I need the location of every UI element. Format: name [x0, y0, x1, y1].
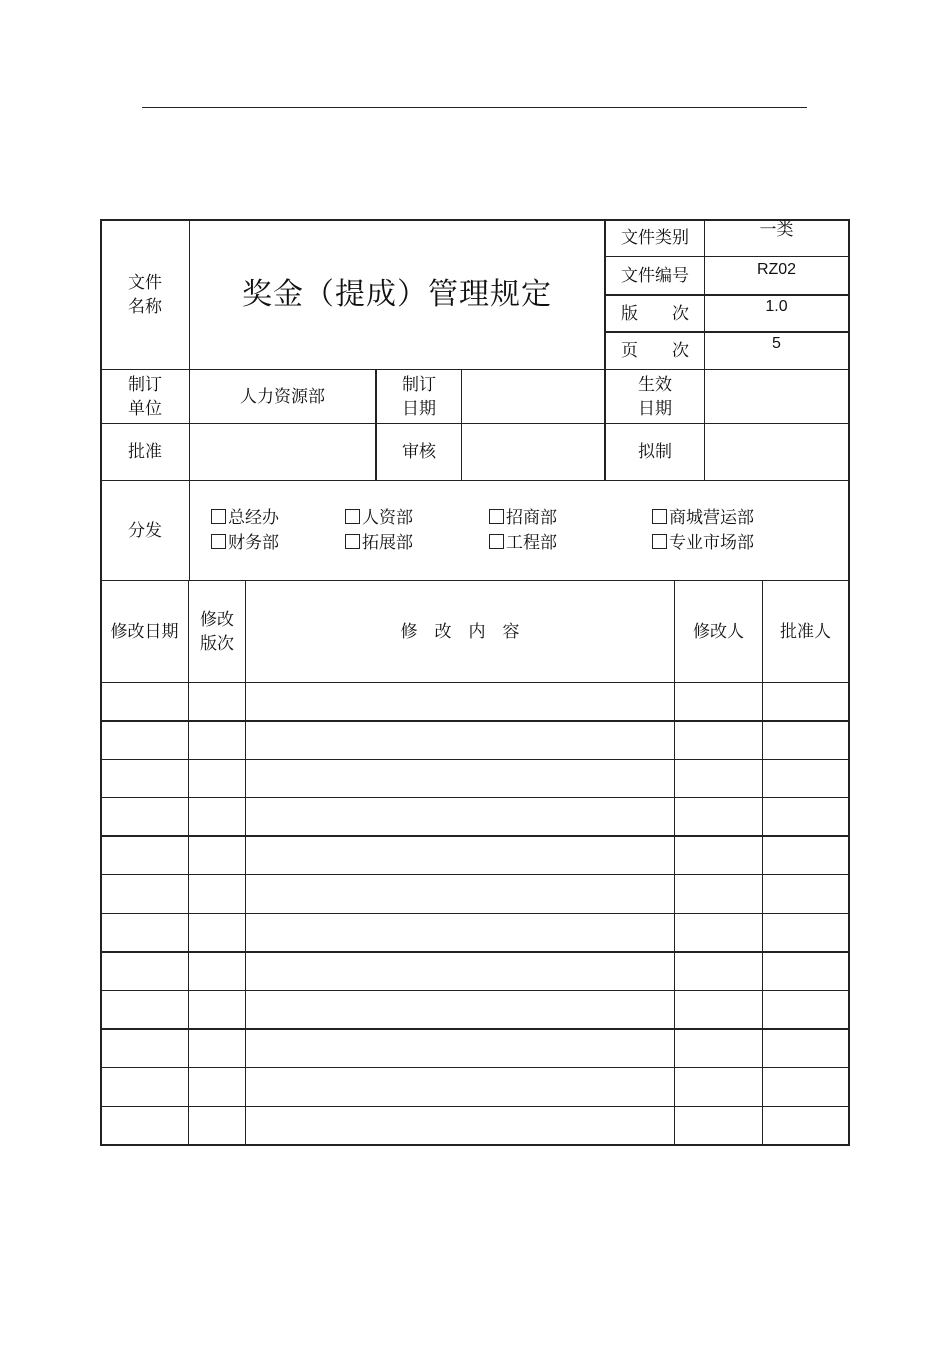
file-number-value: RZ02	[756, 261, 797, 278]
distribute-item-label: 人资部	[362, 508, 413, 528]
revision-cell[interactable]	[763, 836, 848, 874]
revision-cell[interactable]	[101, 683, 188, 720]
approve-value	[190, 424, 375, 480]
made-date-value	[462, 370, 604, 423]
checkbox-icon[interactable]	[489, 534, 504, 549]
revision-cell[interactable]	[189, 991, 245, 1028]
revision-cell[interactable]	[763, 1107, 848, 1144]
revision-cell[interactable]	[675, 798, 762, 835]
distribute-item-label: 财务部	[228, 533, 279, 553]
revision-cell[interactable]	[763, 991, 848, 1028]
revision-cell[interactable]	[763, 721, 848, 759]
distribute-item-label: 招商部	[506, 508, 557, 528]
revision-cell[interactable]	[246, 875, 674, 913]
checkbox-icon[interactable]	[345, 509, 360, 524]
draft-value	[705, 424, 848, 480]
revision-cell[interactable]	[675, 1068, 762, 1106]
checkbox-icon[interactable]	[652, 534, 667, 549]
effective-date-label: 生效 日期	[638, 374, 672, 419]
revision-cell[interactable]	[675, 991, 762, 1028]
file-number-label: 文件编号	[621, 265, 689, 286]
file-category-value: 一类	[759, 220, 794, 240]
frame-bottom	[100, 1144, 850, 1146]
revision-cell[interactable]	[675, 683, 762, 720]
revision-cell[interactable]	[763, 1068, 848, 1106]
revision-cell[interactable]	[101, 798, 188, 835]
revision-header-version: 修改 版次	[200, 609, 234, 654]
distribute-item[interactable]	[211, 531, 279, 555]
revision-header-editor: 修改人	[693, 621, 744, 642]
revision-cell[interactable]	[189, 875, 245, 913]
revision-cell[interactable]	[189, 721, 245, 759]
distribute-item[interactable]	[211, 506, 279, 530]
revision-cell[interactable]	[763, 760, 848, 797]
revision-cell[interactable]	[675, 1029, 762, 1067]
distribute-item[interactable]	[489, 506, 557, 530]
file-category-label: 文件类别	[621, 228, 689, 248]
revision-cell[interactable]	[675, 914, 762, 951]
distribute-item-label: 商城营运部	[669, 508, 754, 528]
revision-cell[interactable]	[101, 721, 188, 759]
revision-cell[interactable]	[101, 836, 188, 874]
revision-cell[interactable]	[101, 952, 188, 990]
revision-cell[interactable]	[101, 1068, 188, 1106]
distribute-item-label: 工程部	[506, 533, 557, 553]
org-label: 制订 单位	[128, 374, 162, 419]
revision-cell[interactable]	[189, 1068, 245, 1106]
revision-cell[interactable]	[101, 1107, 188, 1144]
page-count-label: 页 次	[621, 341, 689, 361]
checkbox-icon[interactable]	[489, 509, 504, 524]
distribute-item-label: 拓展部	[362, 533, 413, 553]
revision-cell[interactable]	[101, 914, 188, 951]
checkbox-icon[interactable]	[211, 534, 226, 549]
revision-cell[interactable]	[101, 760, 188, 797]
revision-cell[interactable]	[246, 914, 674, 951]
revision-cell[interactable]	[246, 1107, 674, 1144]
revision-cell[interactable]	[189, 836, 245, 874]
revision-cell[interactable]	[675, 721, 762, 759]
revision-cell[interactable]	[189, 1029, 245, 1067]
revision-cell[interactable]	[675, 836, 762, 874]
document-title: 奖金（提成）管理规定	[242, 276, 552, 312]
revision-cell[interactable]	[763, 798, 848, 835]
revision-cell[interactable]	[675, 952, 762, 990]
distribute-item-label: 专业市场部	[669, 533, 754, 553]
revision-cell[interactable]	[189, 1107, 245, 1144]
checkbox-icon[interactable]	[652, 509, 667, 524]
review-value	[462, 424, 604, 480]
distribute-item-label: 总经办	[228, 508, 279, 528]
checkbox-icon[interactable]	[345, 534, 360, 549]
draft-label: 拟制	[638, 442, 672, 462]
revision-cell[interactable]	[189, 914, 245, 951]
revision-cell[interactable]	[246, 991, 674, 1028]
distribute-item[interactable]	[345, 531, 413, 555]
revision-cell[interactable]	[101, 875, 188, 913]
page-count-value: 5	[772, 335, 781, 352]
revision-cell[interactable]	[189, 798, 245, 835]
revision-cell[interactable]	[101, 991, 188, 1028]
revision-cell[interactable]	[246, 836, 674, 874]
revision-cell[interactable]	[763, 875, 848, 913]
revision-cell[interactable]	[101, 1029, 188, 1067]
revision-cell[interactable]	[675, 875, 762, 913]
revision-cell[interactable]	[246, 1068, 674, 1106]
revision-cell[interactable]	[246, 760, 674, 797]
distribute-item[interactable]	[489, 531, 557, 555]
revision-cell[interactable]	[675, 760, 762, 797]
revision-cell[interactable]	[763, 952, 848, 990]
revision-cell[interactable]	[763, 683, 848, 720]
made-date-label: 制订 日期	[402, 374, 436, 419]
revision-cell[interactable]	[246, 683, 674, 720]
revision-cell[interactable]	[763, 914, 848, 951]
approve-label: 批准	[128, 442, 162, 462]
revision-cell[interactable]	[189, 760, 245, 797]
distribute-label: 分发	[128, 520, 162, 541]
revision-cell[interactable]	[246, 952, 674, 990]
review-label: 审核	[402, 442, 436, 462]
revision-header-content: 修 改 内 容	[400, 621, 520, 642]
checkbox-icon[interactable]	[211, 509, 226, 524]
revision-cell[interactable]	[246, 721, 674, 759]
org-value: 人力资源部	[240, 386, 325, 407]
revision-header-date: 修改日期	[110, 621, 179, 642]
revision-header-approver: 批准人	[780, 621, 831, 642]
revision-cell[interactable]	[675, 1107, 762, 1144]
revision-cell[interactable]	[763, 1029, 848, 1067]
version-value: 1.0	[765, 298, 788, 315]
distribute-item[interactable]	[652, 531, 754, 555]
distribute-item[interactable]	[652, 506, 754, 530]
revision-cell[interactable]	[189, 683, 245, 720]
revision-cell[interactable]	[246, 798, 674, 835]
distribute-item[interactable]	[345, 506, 413, 530]
revision-cell[interactable]	[246, 1029, 674, 1067]
divider	[101, 480, 849, 481]
version-label: 版 次	[621, 303, 689, 324]
revision-cell[interactable]	[189, 952, 245, 990]
document-name-label: 文件 名称	[128, 272, 162, 317]
effective-date-value	[705, 370, 848, 423]
